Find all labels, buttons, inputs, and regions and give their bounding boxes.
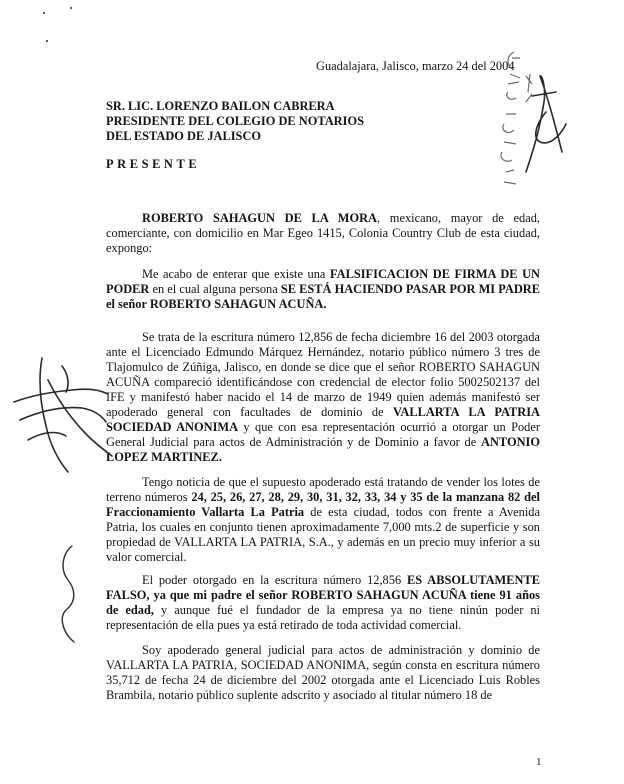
margin-scribble-icon [52, 540, 86, 650]
paragraph-text: de esta ciudad, todos con frente a Avenida Patria, los cuales en conjunto tienen aproximadamente 7,000 mts.2 de superficie y son propiedad de VALLARTA LA PATRIA, S.A., y además en un precio muy inferior a su valor comercial. [106, 505, 540, 564]
date-line: Guadalajara, Jalisco, marzo 24 del 2004 [316, 59, 515, 73]
paragraph-text: El poder otorgado en la escritura número 12,856 [142, 573, 407, 587]
paragraph-text: Se trata de la escritura número 12,856 de fecha diciembre 16 del 2003 otorgada ante el Licenciado Edmundo Márquez Hernández, notario público número 3 tres de Tlajomulco de Zúñiga, Jalisco, en donde se dice que el señor ROBERTO SAHAGUN ACUÑA compareció identificándose con credencial de elector folio 5002502137 del IFE y manifestó haber nacido el 14 de marzo de 1949 quien además manifestó ser apoderado general con facultades de dominio de [106, 330, 540, 419]
paragraph-forgery-claim [106, 267, 540, 312]
paragraph-text: , mexicano, mayor de edad, comerciante, con domicilio en Mar Egeo 1415, Colonia Country Club de esta ciudad, expongo: [106, 211, 540, 255]
paragraph-text: Tengo noticia de que el supuesto apoderado está tratando de vender los lotes de terreno números [106, 475, 540, 504]
scan-speck [43, 12, 45, 14]
addressee-name: SR. LIC. LORENZO BAILON CABRERA [106, 99, 335, 113]
scan-speck [46, 40, 48, 42]
handwritten-signature-icon [8, 340, 118, 480]
paragraph-text: Me acabo de enterar que existe una [142, 267, 330, 281]
scan-speck [70, 7, 72, 9]
salutation: PRESENTE [106, 157, 201, 171]
paragraph-attorney-credentials [106, 643, 540, 703]
company-name: VALLARTA LA PATRIA SOCIEDAD ANONIMA [106, 405, 540, 434]
addressee-block [106, 99, 364, 144]
paragraph-deed-details [106, 330, 540, 465]
emphasis-text: FALSIFICACION DE FIRMA DE UN PODER [106, 267, 540, 296]
grantee-name: ANTONIO LOPEZ MARTINEZ. [106, 435, 540, 464]
paragraph-text: y aunque fué el fundador de la empresa ya no tiene ninún poder ni representación de ella pues ya está retirado de toda actividad comercial. [106, 603, 540, 632]
addressee-title: PRESIDENTE DEL COLEGIO DE NOTARIOS [106, 114, 364, 128]
paragraph-introduction [106, 211, 540, 256]
handwritten-initials-icon [512, 68, 572, 180]
paragraph-text: en el cual alguna persona [149, 282, 281, 296]
paragraph-sale-attempt [106, 475, 540, 565]
emphasis-text: ES ABSOLUTAMENTE FALSO, ya que mi padre el señor ROBERTO SAHAGUN ACUÑA tiene 91 años de edad, [106, 573, 540, 617]
page-number: 1 [536, 756, 542, 768]
paragraph-false-power [106, 573, 540, 633]
petitioner-name: ROBERTO SAHAGUN DE LA MORA [142, 211, 378, 225]
paragraph-text: Soy apoderado general judicial para actos de administración y dominio de VALLARTA LA PATRIA, SOCIEDAD ANONIMA, según consta en escritura número 35,712 de fecha 24 de diciembre del 2002 otorgada ante el Licenciado Luis Robles Brambila, notario público suplente adscrito y asociado al titular número 18 de [106, 643, 540, 702]
addressee-organization: DEL ESTADO DE JALISCO [106, 129, 262, 143]
emphasis-text: SE ESTÁ HACIENDO PASAR POR MI PADRE el señor ROBERTO SAHAGUN ACUÑA. [106, 282, 540, 311]
lot-numbers: 24, 25, 26, 27, 28, 29, 30, 31, 32, 33, 34 y 35 de la manzana 82 del Fraccionamiento Vallarta La Patria [106, 490, 540, 519]
paragraph-text: y que con esa representación ocurrió a otorgar un Poder General Judicial para actos de Administración y de Dominio a favor de [106, 420, 540, 449]
